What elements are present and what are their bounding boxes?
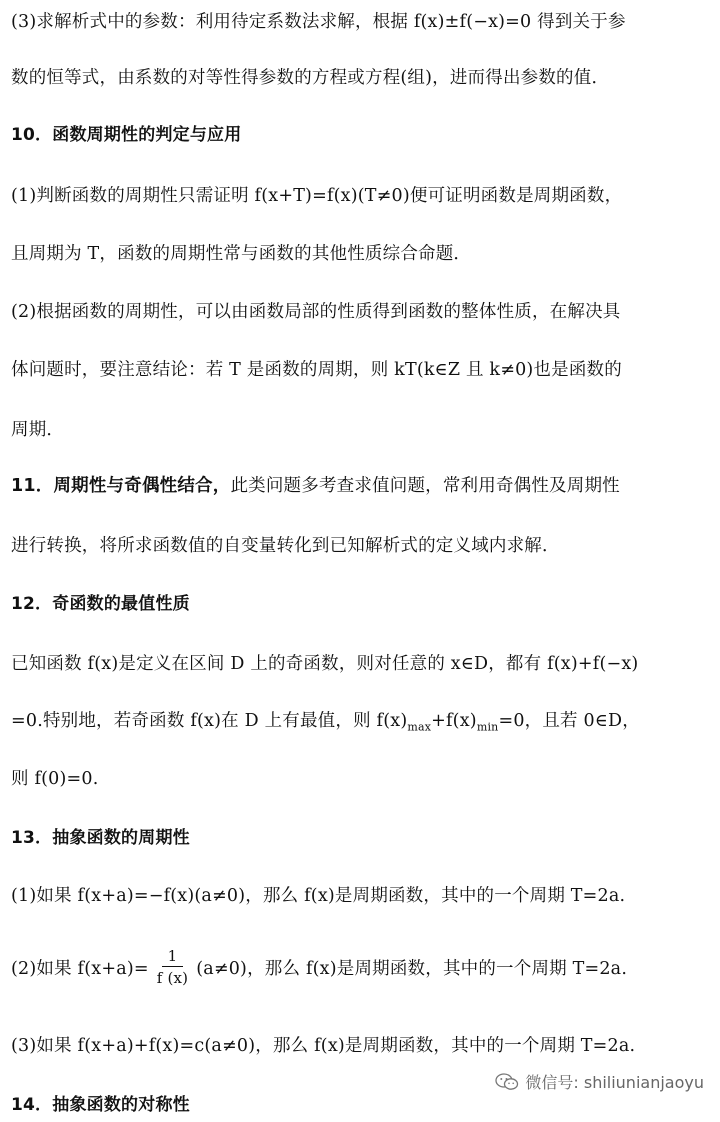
text-segment: =0，且若 0∈D， (498, 711, 640, 731)
section-heading-13: 13．抽象函数的周期性 (11, 828, 190, 848)
text-line: (1)如果 f(x+a)=−f(x)(a≠0)，那么 f(x)是周期函数，其中的一个周期 T=2a. (11, 886, 626, 906)
text-line: 数的恒等式，由系数的对等性得参数的方程或方程(组)，进而得出参数的值． (11, 68, 610, 88)
text-segment: (2)如果 f(x+a)= (11, 959, 149, 979)
section-heading-11 (11, 474, 710, 498)
heading-bold-part: 11．周期性与奇偶性结合， (11, 476, 231, 496)
wechat-icon (495, 1073, 519, 1091)
subscript-min: min (476, 720, 499, 734)
watermark-text: 微信号: shiliunianjaoyu (525, 1073, 704, 1092)
text-segment: +f(x) (431, 711, 477, 731)
text-line-with-fraction (11, 946, 710, 992)
fraction (151, 946, 194, 989)
text-line: 已知函数 f(x)是定义在区间 D 上的奇函数，则对任意的 x∈D，都有 f(x)+f(−x) (11, 654, 639, 674)
subscript-max: max (407, 720, 432, 734)
section-heading-12: 12．奇函数的最值性质 (11, 594, 190, 614)
fraction-denominator: f (x) (156, 969, 189, 987)
heading-rest: 此类问题多考查求值问题，常利用奇偶性及周期性 (230, 476, 620, 496)
fraction-numerator: 1 (162, 946, 184, 967)
text-line: 体问题时，要注意结论：若 T 是函数的周期，则 kT(k∈Z 且 k≠0)也是函数的 (11, 360, 622, 380)
text-line (11, 709, 710, 740)
text-line: (3)求解析式中的参数：利用待定系数法求解，根据 f(x)±f(−x)=0 得到关于参 (11, 12, 626, 32)
text-line: 周期． (11, 420, 65, 440)
text-segment: (a≠0)，那么 f(x)是周期函数，其中的一个周期 T=2a. (196, 959, 628, 979)
watermark (495, 1070, 704, 1093)
text-segment: =0.特别地，若奇函数 f(x)在 D 上有最值，则 f(x) (11, 711, 408, 731)
text-line: 且周期为 T，函数的周期性常与函数的其他性质综合命题． (11, 244, 472, 264)
section-heading-14: 14．抽象函数的对称性 (11, 1095, 190, 1115)
text-line: 进行转换，将所求函数值的自变量转化到已知解析式的定义域内求解． (11, 536, 560, 556)
section-heading-10: 10．函数周期性的判定与应用 (11, 125, 242, 145)
text-line: (1)判断函数的周期性只需证明 f(x+T)=f(x)(T≠0)便可证明函数是周期函数， (11, 186, 623, 206)
text-line: (2)根据函数的周期性，可以由函数局部的性质得到函数的整体性质，在解决具 (11, 302, 621, 322)
text-line: (3)如果 f(x+a)+f(x)=c(a≠0)，那么 f(x)是周期函数，其中的一个周期 T=2a. (11, 1036, 636, 1056)
text-line: 则 f(0)=0. (11, 769, 99, 789)
